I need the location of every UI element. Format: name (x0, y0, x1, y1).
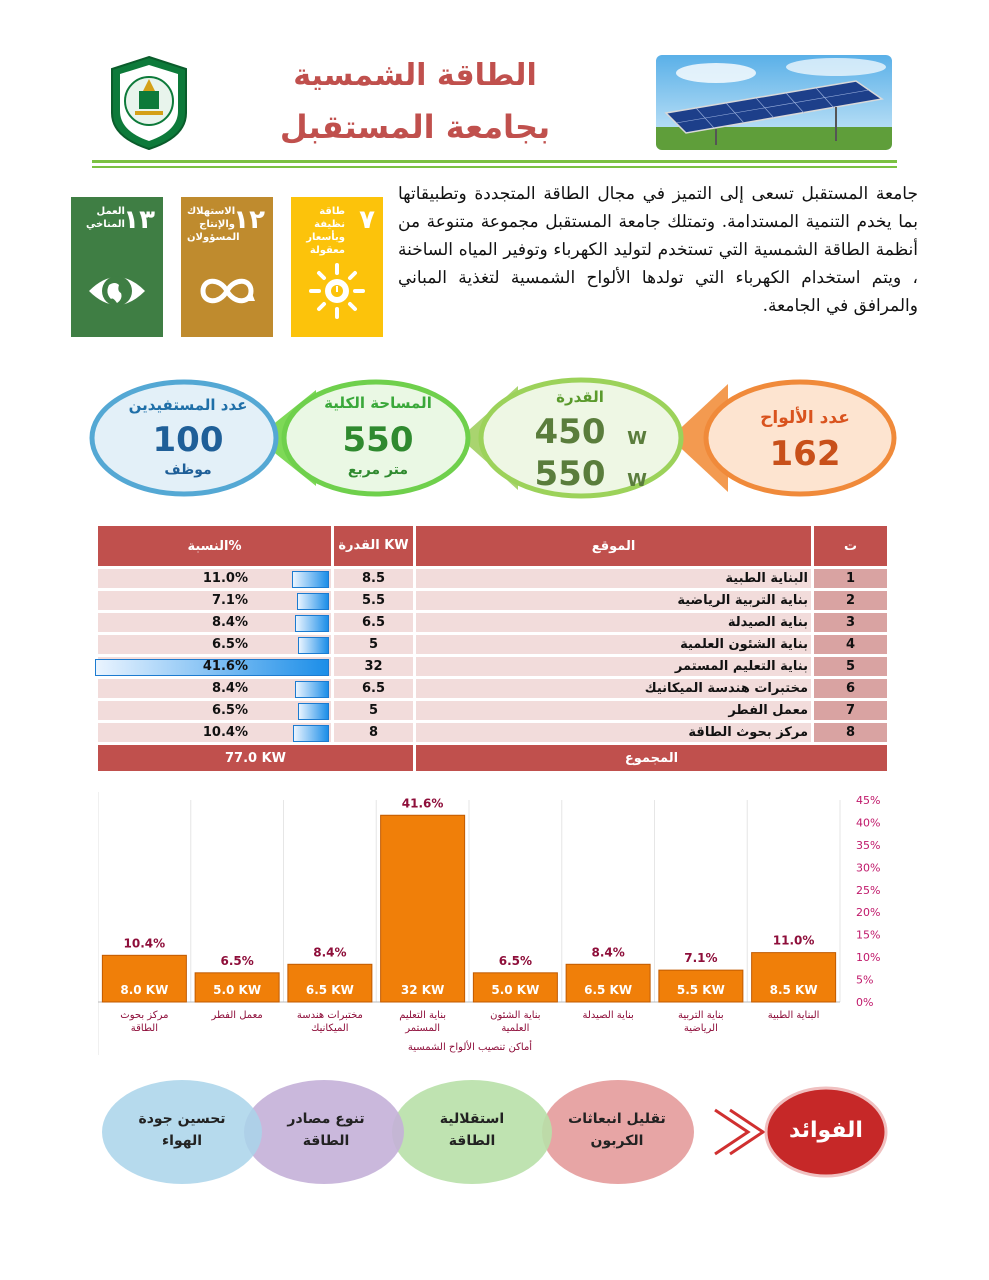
bar-kw-label: 5.5 KW (676, 983, 725, 997)
percent-bar (292, 571, 329, 588)
category-label: الرياضية (683, 1023, 718, 1034)
power-unit-2: W (627, 470, 647, 491)
category-label: بناية التعليم (399, 1010, 447, 1021)
panels-label: عدد الألواح (760, 408, 850, 428)
location-cell: بناية الصيدلة (416, 613, 814, 632)
category-label: معمل الفطر (211, 1010, 263, 1021)
percent-bar (293, 725, 330, 742)
y-tick-label: 35% (856, 838, 881, 852)
intro-paragraph: جامعة المستقبل تسعى إلى التميز في مجال الطاقة المتجددة وتطبيقاتها بما يخدم التنمية المستدامة. وتمتلك جامعة المستقبل مجموعة متنوعة من أنظمة الطاقة الشمسية التي تستخدم لتوليد الكهرباء وتوفير المياه الساخنة ، ويتم استخدام الكهرباء التي تولدها الألواح الشمسية لتغذية المباني والمرافق في الجامعة. (398, 184, 918, 316)
header-power: القدرة KW (334, 526, 416, 566)
bar-value-label: 6.5% (220, 953, 254, 968)
benefit-text-air: تحسين جودة الهواء (138, 1111, 226, 1149)
index-cell: 7 (814, 701, 887, 720)
power-cell: 32 (334, 657, 416, 676)
power-cell: 8 (334, 723, 416, 742)
power-cell: 6.5 (334, 613, 416, 632)
sdg-number: ١٢ (233, 205, 265, 235)
page-title-line1: الطاقة الشمسية (293, 58, 537, 93)
power-cell: 5 (334, 701, 416, 720)
header-percent: النسبة% (98, 526, 334, 566)
table-header-row (98, 526, 887, 566)
bar-value-label: 7.1% (684, 951, 718, 966)
index-cell: 4 (814, 635, 887, 654)
power-label: القدرة (556, 388, 604, 406)
bar-kw-label: 8.5 KW (769, 983, 818, 997)
percent-cell (98, 569, 334, 588)
index-cell: 2 (814, 591, 887, 610)
arrow-icon (715, 1110, 748, 1154)
percent-bar (295, 681, 329, 698)
page-title-line2: بجامعة المستقبل (279, 108, 551, 146)
sdg-label: طاقة نظيفة وبأسعار معقولة (306, 206, 345, 256)
location-cell: بناية التعليم المستمر (416, 657, 814, 676)
percent-text: 8.4% (211, 681, 248, 696)
infinity-icon (197, 261, 257, 321)
power-cell: 5.5 (334, 591, 416, 610)
beneficiaries-value: 100 (152, 420, 224, 460)
percent-text: 11.0% (202, 571, 248, 586)
locations-table (98, 523, 887, 774)
location-cell: مختبرات هندسة الميكانيك (416, 679, 814, 698)
index-cell: 5 (814, 657, 887, 676)
sdg-number: ٧ (359, 205, 375, 235)
benefits-title: الفوائد (789, 1118, 863, 1143)
percent-text: 41.6% (202, 659, 248, 674)
benefit-text-independence: استقلالية الطاقة (439, 1111, 505, 1149)
y-tick-label: 0% (856, 996, 874, 1009)
percent-text: 7.1% (211, 593, 248, 608)
sdg-label: العمل المناخي (85, 206, 125, 230)
sdg-tile-12 (181, 197, 273, 337)
percent-bar-chart (98, 790, 898, 1060)
y-tick-label: 15% (856, 928, 881, 942)
percent-cell (98, 723, 334, 742)
location-cell: البناية الطبية (416, 569, 814, 588)
bar-kw-label: 6.5 KW (584, 983, 633, 997)
y-tick-label: 10% (856, 951, 881, 965)
sun-icon (307, 261, 367, 321)
percent-cell (98, 635, 334, 654)
index-cell: 1 (814, 569, 887, 588)
y-tick-label: 25% (856, 883, 881, 897)
percent-text: 6.5% (211, 703, 248, 718)
header-divider-thin (92, 166, 897, 168)
area-value: 550 (342, 420, 414, 460)
sdg-number: ١٣ (123, 205, 155, 235)
area-label: المساحة الكلية (324, 394, 432, 412)
table-row (98, 679, 887, 698)
location-cell: بناية التربية الرياضية (416, 591, 814, 610)
index-cell: 3 (814, 613, 887, 632)
category-label: بناية التربية (678, 1010, 724, 1021)
percent-bar (297, 593, 329, 610)
bar-kw-label: 6.5 KW (305, 983, 354, 997)
bar-value-label: 41.6% (401, 796, 444, 811)
bar-kw-label: 8.0 KW (120, 983, 169, 997)
percent-bar (298, 703, 329, 720)
y-tick-label: 45% (856, 794, 881, 807)
category-label: العلمية (501, 1023, 530, 1034)
panels-value: 162 (769, 434, 841, 474)
y-tick-label: 30% (856, 861, 881, 875)
sdg-tile-7 (291, 197, 383, 337)
location-cell: مركز بحوث الطاقة (416, 723, 814, 742)
index-cell: 8 (814, 723, 887, 742)
bar-kw-label: 5.0 KW (213, 983, 262, 997)
header-location: الموقع (416, 526, 814, 566)
sdg-label: الاستهلاك والإنتاج المسؤولان (187, 206, 240, 243)
bar-kw-label: 5.0 KW (491, 983, 540, 997)
power-value-2: 550 (534, 454, 606, 494)
bar-value-label: 8.4% (313, 945, 347, 960)
percent-bar (295, 615, 329, 632)
percent-text: 10.4% (202, 725, 248, 740)
category-label: المستمر (405, 1023, 441, 1034)
eye-globe-icon (87, 261, 147, 321)
percent-text: 8.4% (211, 615, 248, 630)
power-unit-1: W (627, 428, 647, 449)
benefit-text-diversity: تنوع مصادر الطاقة (287, 1111, 365, 1149)
table-row (98, 613, 887, 632)
bar-value-label: 11.0% (772, 933, 815, 948)
category-label: مختبرات هندسة (296, 1010, 363, 1021)
percent-bar (298, 637, 329, 654)
category-label: الميكانيك (311, 1023, 349, 1034)
y-tick-label: 40% (856, 816, 881, 830)
x-axis-title: أماكن تنصيب الألواح الشمسية (407, 1042, 533, 1053)
chart-bar (381, 815, 465, 1002)
category-label: بناية الصيدلة (582, 1010, 634, 1021)
category-label: الطاقة (130, 1023, 158, 1034)
beneficiaries-label: عدد المستفيدين (128, 396, 248, 414)
table-row (98, 723, 887, 742)
university-seal-icon (108, 55, 190, 151)
power-cell: 5 (334, 635, 416, 654)
percent-cell (98, 679, 334, 698)
table-row (98, 701, 887, 720)
solar-panels-photo (656, 55, 892, 150)
y-tick-label: 20% (856, 906, 881, 920)
total-label: المجموع (416, 745, 887, 771)
power-cell: 8.5 (334, 569, 416, 588)
total-value: 77.0 KW (98, 745, 416, 771)
table-row (98, 591, 887, 610)
category-label: بناية الشئون (490, 1010, 541, 1021)
benefit-text-carbon: تقليل انبعاثات الكربون (568, 1111, 666, 1149)
bar-value-label: 10.4% (123, 936, 166, 951)
table-row (98, 635, 887, 654)
sdg-tile-13 (71, 197, 163, 337)
table-row (98, 657, 887, 676)
percent-cell (98, 613, 334, 632)
y-tick-label: 5% (856, 973, 874, 987)
power-value-1: 450 (534, 412, 606, 452)
table-total-row (98, 745, 887, 771)
header-index: ت (814, 526, 887, 566)
percent-cell (98, 591, 334, 610)
percent-cell (98, 701, 334, 720)
beneficiaries-unit: موظف (164, 462, 212, 478)
location-cell: بناية الشئون العلمية (416, 635, 814, 654)
percent-text: 6.5% (211, 637, 248, 652)
bar-value-label: 6.5% (498, 953, 533, 968)
bar-value-label: 8.4% (591, 945, 625, 960)
location-cell: معمل الفطر (416, 701, 814, 720)
category-label: مركز بحوث (120, 1010, 169, 1021)
bar-kw-label: 32 KW (400, 983, 445, 997)
power-cell: 6.5 (334, 679, 416, 698)
university-logo (108, 55, 190, 151)
header-divider (92, 160, 897, 163)
area-unit: متر مربع (347, 462, 409, 478)
category-label: البناية الطبية (767, 1010, 820, 1021)
table-row (98, 569, 887, 588)
percent-cell (98, 657, 334, 676)
index-cell: 6 (814, 679, 887, 698)
